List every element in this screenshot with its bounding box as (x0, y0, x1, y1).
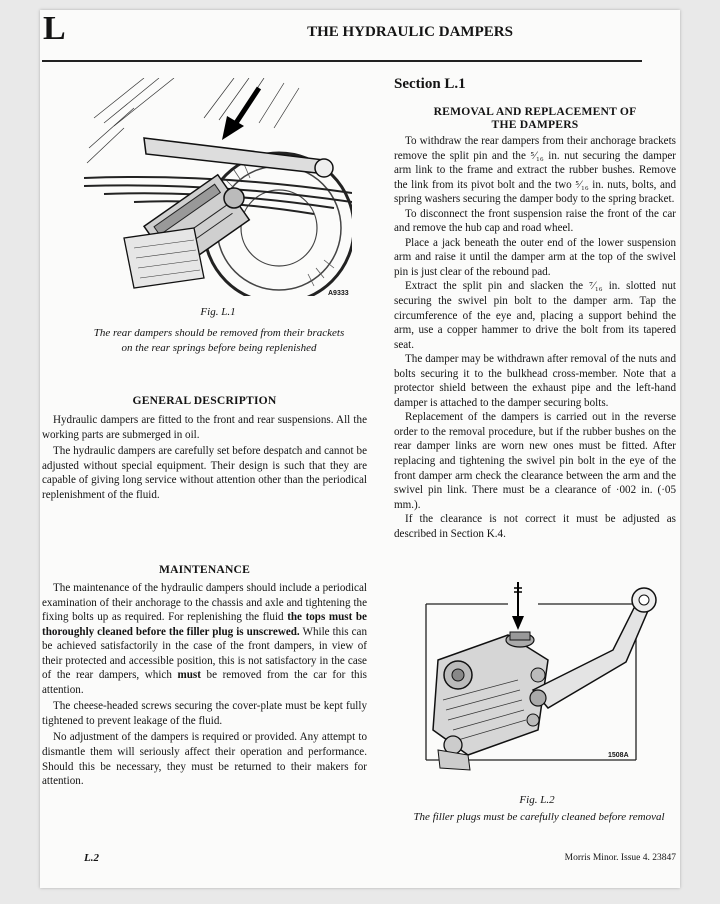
section-label: Section L.1 (394, 76, 466, 92)
figure-l1-caption: The rear dampers should be removed from their brackets on the rear springs before being replenished (93, 327, 345, 354)
section-paragraph-6: Replacement of the dampers is carried out in the reverse order to the removal procedure, but if the rubber bushes on the rear damper links are worn new ones must be fitted. After replacing and tightening the swivel pin bolt in the eye of the front damper arm check the clearance between the arm and the swivel pin link. There must be a clearance of ·002 in. (·05 mm.). (394, 411, 676, 511)
section-paragraph-3: Place a jack beneath the outer end of the lower suspension arm and raise it until the damper arm at the top of the swivel pin is just clear of the rebound pad. (394, 236, 676, 278)
general-paragraph-2: The hydraulic dampers are carefully set before despatch and cannot be adjusted without special equipment. Their design is such that they are capable of giving long service without attention other than the periodical replenishment of the fluid. (42, 445, 367, 501)
section-paragraph-2: To disconnect the front suspension raise the front of the car and remove the hub cap and road wheel. (394, 207, 676, 235)
general-description-section (42, 394, 367, 502)
general-description-heading: GENERAL DESCRIPTION (132, 394, 277, 407)
figure-l2-illustration (398, 580, 676, 790)
section-paragraph-4: Extract the split pin and slacken the ⁷⁄₁₆ in. slotted nut securing the swivel pin bolt to the damper arm. Tap the circumference of the eye and, placing a support behind the arm, use a copper hammer to drive the bolt from its tapered seat. (394, 280, 676, 351)
figure-l1-code: A9333 (328, 290, 349, 297)
maintenance-p1-a: The maintenance of the hydraulic dampers should include a periodical examination of their anchorage to the chassis and axle and tightening the fixing bolts up as required. For replenishing the fluid (42, 582, 367, 624)
maintenance-paragraph-3: No adjustment of the dampers is required or provided. Any attempt to dismantle them will seriously affect their operation and performance. Should this be necessary, they must be returned to their makers for attention. (42, 731, 367, 788)
figure-l2-code: 1508A (608, 752, 629, 759)
maintenance-p1-c: be removed from the car for this attention. (42, 669, 367, 696)
section-paragraph-5: The damper may be withdrawn after removal of the nuts and bolts securing it to the bulkhead cross-member. Note that a protector shield between the exhaust pipe and the left-hand damper is attached to the damper securing bolts. (394, 353, 676, 409)
section-l1 (394, 76, 676, 541)
page-title: THE HYDRAULIC DAMPERS (307, 24, 513, 40)
section-paragraph-7: If the clearance is not correct it must be adjusted as described in Section K.4. (394, 513, 676, 540)
section-heading-line2: THE DAMPERS (491, 118, 579, 131)
section-letter: L (43, 10, 66, 47)
publication-info: Morris Minor. Issue 4. 23847 (564, 853, 676, 863)
maintenance-paragraph-1 (42, 581, 367, 697)
section-paragraph-1: To withdraw the rear dampers from their anchorage brackets remove the split pin and the ⁵⁄₁₆ in. nut securing the damper arm link to the frame and extract the rubber bushes. Remove the link from its pivot bolt and the two ⁵⁄₁₆ in. nuts, bolts, and spring washers securing the damper body to the spring bracket. (394, 135, 676, 206)
figure-l2-caption: The filler plugs must be carefully cleaned before removal (413, 811, 665, 823)
figure-l1-label: Fig. L.1 (200, 306, 236, 318)
figure-l2-label: Fig. L.2 (519, 794, 555, 806)
maintenance-p1-bold: the tops must be thoroughly cleaned before the filler plug is unscrewed. (42, 611, 367, 638)
maintenance-heading: MAINTENANCE (158, 563, 251, 576)
maintenance-p1-b: While this can be achieved satisfactorily in the case of the front dampers, in view of their protected and accessible position, this is not satisfactory in the case of the rear dampers, which (42, 625, 367, 682)
figure-l1-illustration (84, 78, 352, 296)
section-heading-line1: REMOVAL AND REPLACEMENT OF (433, 105, 637, 118)
maintenance-p1-must: must (177, 669, 201, 682)
page-number: L.2 (84, 852, 99, 864)
maintenance-section (42, 563, 367, 789)
maintenance-paragraph-2: The cheese-headed screws securing the cover-plate must be kept fully tightened to prevent leakage of the fluid. (42, 700, 367, 727)
general-paragraph-1: Hydraulic dampers are fitted to the front and rear suspensions. All the working parts are submerged in oil. (42, 414, 367, 441)
header-rule (42, 60, 642, 62)
